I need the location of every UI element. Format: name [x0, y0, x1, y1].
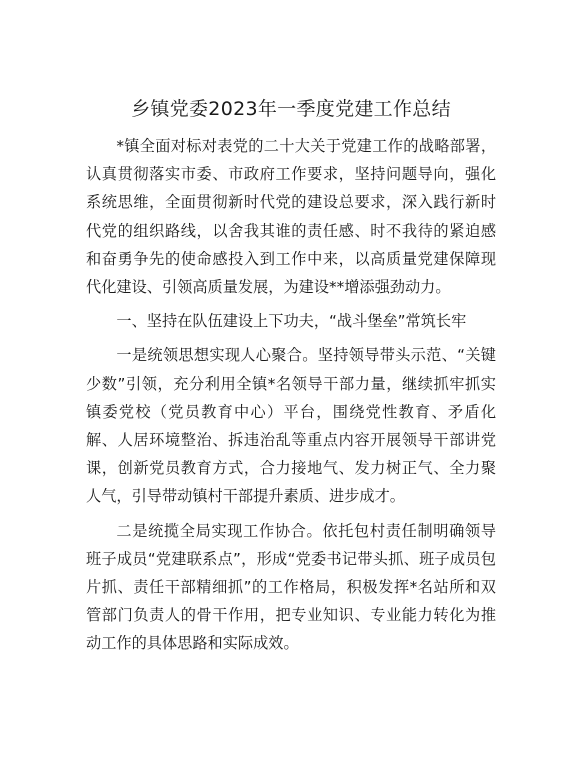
document-title: 乡镇党委2023年一季度党建工作总结: [131, 98, 451, 120]
body-paragraph-2: 二是统揽全局实现工作协合。依托包村责任制明确领导班子成员“党建联系点”，形成“党委书记带头抓、班子成员包片抓、责任干部精细抓”的工作格局，积极发挥*名站所和双管部门负责人的骨干作用，把专业知识、专业能力转化为推动工作的具体思路和实际成效。: [86, 521, 496, 653]
intro-paragraph: *镇全面对标对表党的二十大关于党建工作的战略部署，认真贯彻落实市委、市政府工作要求，坚持问题导向，强化系统思维，全面贯彻新时代党的建设总要求，深入践行新时代党的组织路线，以舍我其谁的责任感、时不我待的紧迫感和奋勇争先的使命感投入到工作中来，以高质量党建保障现代化建设、引领高质量发展，为建设**增添强劲动力。: [86, 137, 496, 297]
document-page: [86, 96, 496, 658]
section-heading: 一、坚持在队伍建设上下功夫，“战斗堡垒”常筑长牢: [116, 312, 467, 331]
body-paragraph-1: 一是统领思想实现人心聚合。坚持领导带头示范、“关键少数”引领，充分利用全镇*名领导干部力量，继续抓牢抓实镇委党校（党员教育中心）平台，围绕党性教育、矛盾化解、人居环境整治、拆违治乱等重点内容开展领导干部讲党课，创新党员教育方式，合力接地气、发力树正气、全力聚人气，引导带动镇村干部提升素质、进步成才。: [86, 346, 496, 506]
